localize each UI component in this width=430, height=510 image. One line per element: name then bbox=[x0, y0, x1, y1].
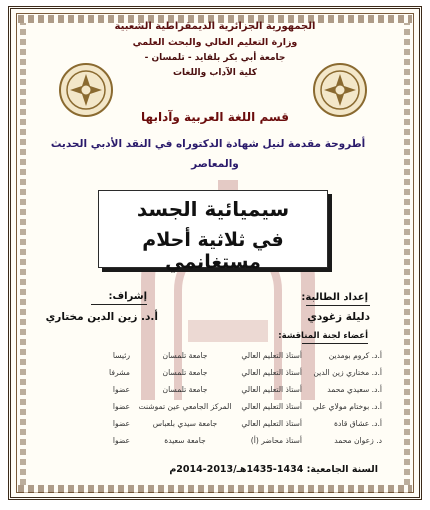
member-role: رئيسا bbox=[112, 351, 130, 360]
thesis-title-box bbox=[98, 190, 328, 273]
supervisor-name: أ.د. زين الدين مختاري bbox=[45, 311, 158, 323]
committee-row bbox=[0, 385, 430, 401]
member-institution: جامعة تلمسان bbox=[162, 351, 208, 360]
member-role: عضوا bbox=[112, 419, 130, 428]
thesis-description-line2: والمعاصر bbox=[191, 158, 239, 170]
faculty-name: كلية الآداب واللغات bbox=[172, 68, 258, 78]
committee-row bbox=[0, 351, 430, 367]
member-rank: أستاذ التعليم العالي bbox=[241, 368, 302, 377]
thesis-title-line2: في ثلاثية أحلام مستغانمي bbox=[142, 229, 284, 273]
committee-underline bbox=[302, 343, 368, 344]
supervision-underline bbox=[91, 304, 147, 305]
member-institution: المركز الجامعي عين تموشنت bbox=[138, 402, 232, 411]
member-name: د. زعوان محمد bbox=[334, 436, 382, 445]
member-name: أ.د. كروم بومدين bbox=[328, 351, 382, 360]
republic-name: الجمهورية الجزائرية الديمقراطية الشعبية bbox=[114, 21, 316, 32]
committee-row bbox=[0, 368, 430, 384]
member-rank: أستاذ التعليم العالي bbox=[241, 419, 302, 428]
committee-title: أعضاء لجنة المناقشة: bbox=[278, 331, 368, 341]
thesis-description-line1: أطروحة مقدمة لنيل شهادة الدكتوراه في النقد الأدبي الحديث bbox=[50, 138, 366, 150]
member-institution: جامعة سيدي بلعباس bbox=[152, 419, 218, 428]
academic-year: السنة الجامعية: 1434-1435هـ/2013-2014م bbox=[169, 464, 378, 475]
member-role: عضوا bbox=[112, 436, 130, 445]
member-institution: جامعة سعيدة bbox=[164, 436, 206, 445]
student-name: دليلة زغودي bbox=[307, 311, 370, 323]
thesis-title-line1: سيميائية الجسد bbox=[136, 197, 290, 221]
member-rank: أستاذ محاضر (أ) bbox=[250, 436, 302, 445]
member-rank: أستاذ التعليم العالي bbox=[241, 351, 302, 360]
member-rank: أستاذ التعليم العالي bbox=[241, 402, 302, 411]
member-role: عضوا bbox=[112, 385, 130, 394]
committee-row bbox=[0, 419, 430, 435]
supervision-label: إشراف: bbox=[108, 291, 147, 302]
member-role: عضوا bbox=[112, 402, 130, 411]
committee-row bbox=[0, 436, 430, 452]
committee-row bbox=[0, 402, 430, 418]
prepared-by-underline bbox=[306, 305, 370, 306]
member-name: أ.د. مختاري زين الدين bbox=[313, 368, 382, 377]
ministry-name: وزارة التعليم العالي والبحث العلمي bbox=[132, 37, 298, 48]
university-name: جامعة أبي بكر بلقايد - تلمسان - bbox=[144, 53, 286, 63]
prepared-by-label: إعداد الطالبة: bbox=[301, 292, 368, 303]
member-role: مشرفا bbox=[109, 368, 130, 377]
member-name: أ.د. عشاق قادة bbox=[334, 419, 382, 428]
member-institution: جامعة تلمسان bbox=[162, 385, 208, 394]
department-name: قسم اللغة العربية وآدابها bbox=[141, 110, 289, 124]
member-name: أ.د. بوختام مولاي علي bbox=[312, 402, 382, 411]
border-pattern-bottom bbox=[18, 485, 412, 493]
member-name: أ.د. سعيدي محمد bbox=[327, 385, 382, 394]
member-institution: جامعة تلمسان bbox=[162, 368, 208, 377]
member-rank: أستاذ التعليم العالي bbox=[241, 385, 302, 394]
